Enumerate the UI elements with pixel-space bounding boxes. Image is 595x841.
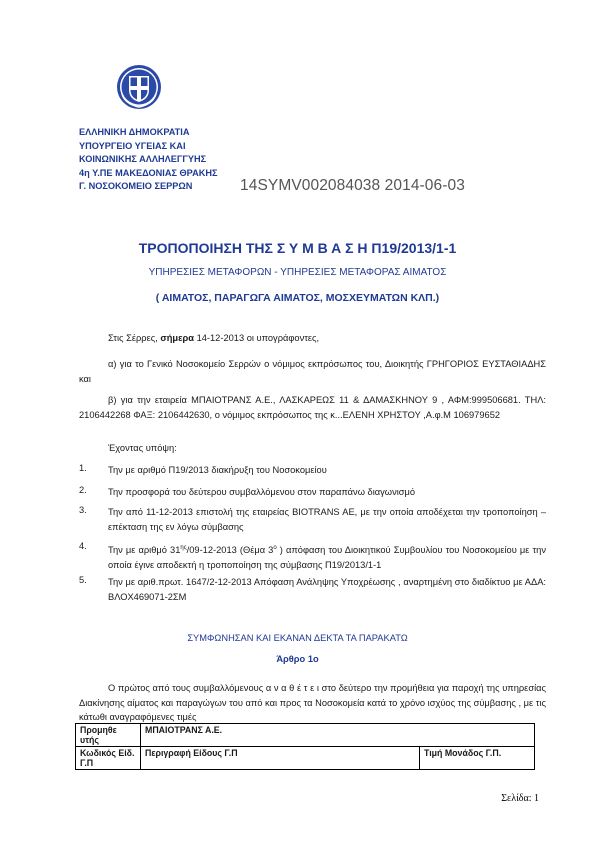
party-b: β) για την εταιρεία ΜΠΑΙΟΤΡΑΝΣ Α.Ε., ΛΑΣΚΑΡΕΩΣ 11 & ΔΑΜΑΣΚΗΝΟΥ 9 , ΑΦΜ:999506681. ΤΗΛ: 2106442268 ΦΑΞ: 2106442630, ο νόμιμος εκπρόσωπος της κ...ΕΛΕΝΗ ΧΡΗΣΤΟΥ ,Α.φ.Μ 106979652 [79,395,546,420]
code-header: Κωδικός Είδ. Γ.Π [76,747,141,770]
list-number: 2. [79,485,87,495]
document-subtitle-2: ( ΑΙΜΑΤΟΣ, ΠΑΡΑΓΩΓΑ ΑΙΜΑΤΟΣ, ΜΟΣΧΕΥΜΑΤΩΝ ΚΛΠ.) [155,292,440,304]
document-subtitle: ΥΠΗΡΕΣΙΕΣ ΜΕΤΑΦΟΡΩΝ - ΥΠΗΡΕΣΙΕΣ ΜΕΤΑΦΟΡΑΣ ΑΙΜΑΤΟΣ [148,267,447,278]
description-header: Περιγραφή Είδους Γ.Π [141,747,420,770]
document-title: ΤΡΟΠΟΠΟΙΗΣΗ ΤΗΣ Σ Υ Μ Β Α Σ Η Π19/2013/1-1 [138,240,457,256]
price-header: Τιμή Μονάδος Γ.Π. [420,747,535,770]
organization-block [79,126,218,194]
list-item: Την από 11-12-2013 επιστολή της εταιρείας BIOTRANS AE, με την οποία αποδέχεται την τροποποίηση – επέκταση της εν λόγω σύμβασης [108,507,546,532]
supplier-label: Προμηθε υτής [76,724,141,747]
today-label: σήμερα [160,333,194,343]
list-item: Την με αριθμό Π19/2013 διακήρυξη του Νοσοκομείου [108,465,327,475]
org-line: ΚΟΙΝΩΝΙΚΗΣ ΑΛΛΗΛΕΓΓΥΗΣ [79,154,207,165]
intro-line: Στις Σέρρες, σήμερα 14-12-2013 οι υπογράφοντες, [108,333,320,343]
considering-heading: Έχοντας υπόψη: [108,443,177,453]
list-item: Την με αριθ.πρωτ. 1647/2-12-2013 Απόφαση Ανάληψης Υποχρέωσης , αναρτημένη στο διαδίκτυο με ΑΔΑ: ΒΛΟΧ469071-2ΣΜ [108,577,546,602]
org-line: ΥΠΟΥΡΓΕΙΟ ΥΓΕΙΑΣ ΚΑΙ [79,140,186,151]
list-number: 1. [79,463,87,473]
supplier-value: ΜΠΑΙΟΤΡΑΝΣ Α.Ε. [141,724,535,747]
list-number: 3. [79,505,87,515]
price-table [75,723,535,770]
agreed-heading: ΣΥΜΦΩΝΗΣΑΝ ΚΑΙ ΕΚΑΝΑΝ ΔΕΚΤΑ ΤΑ ΠΑΡΑΚΑΤΩ [187,633,408,643]
page-number: Σελίδα: 1 [501,793,539,804]
table-row [76,747,535,770]
org-line: 4η Υ.ΠΕ ΜΑΚΕΔΟΝΙΑΣ ΘΡΑΚΗΣ [79,167,218,178]
document-stamp: 14SYMV002084038 2014-06-03 [240,177,465,194]
greek-coat-of-arms-icon [116,64,162,110]
org-line: Γ. ΝΟΣΟΚΟΜΕΙΟ ΣΕΡΡΩΝ [79,181,193,192]
article-heading: Άρθρο 1ο [276,654,319,664]
list-item: Την προσφορά του δεύτερου συμβαλλόμενου στον παραπάνω διαγωνισμό [108,487,416,497]
org-line: ΕΛΛΗΝΙΚΗ ΔΗΜΟΚΡΑΤΙΑ [79,127,190,137]
list-number: 5. [79,575,87,585]
table-row [76,724,535,747]
article-text: Ο πρώτος από τους συμβαλλόμενους α ν α θ έ τ ε ι στο δεύτερο την προμήθεια για παροχή της υπηρεσίας Διακίνησης αίματος και παραγώγων του από και προς τα Νοσοκομεία κατά το χρόνο ισχύος της σύμβασης , με τις κάτωθι αναγραφόμενες τιμές [79,683,546,722]
party-a: α) για το Γενικό Νοσοκομείο Σερρών ο νόμιμος εκπρόσωπος του, Διοικητής ΓΡΗΓΟΡΙΟΣ ΕΥΣΤΑΘΙΑΔΗΣ και [79,359,546,384]
list-number: 4. [79,541,87,551]
list-item: Την με αριθμό $31^{\eta\varsigma}/09-12-2013$ (Θέμα $3^o$ ) απόφαση του Διοικητικού Συμβουλίου του Νοσοκομείου με την οποία έγινε αποδεκτή η τροποποίηση της σύμβασης Π19/2013/1-1 [108,545,546,570]
